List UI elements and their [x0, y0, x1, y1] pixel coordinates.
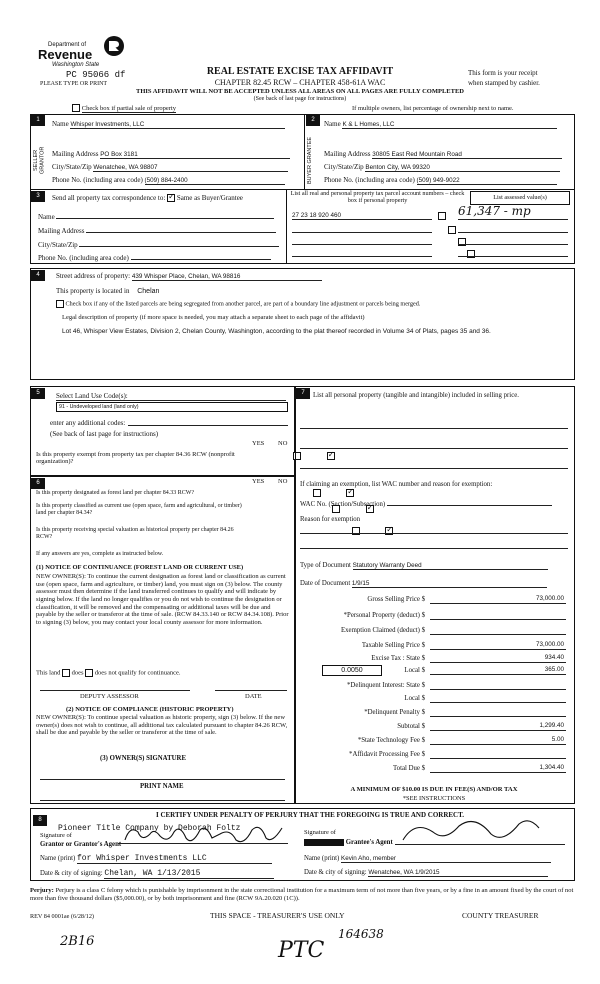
parcel-divider-v — [286, 189, 287, 264]
grantor-print-label: Name (print) — [40, 855, 76, 862]
grantor-date-row — [40, 869, 274, 879]
sec6-yes-header: YES — [252, 478, 265, 485]
continuance-row — [36, 669, 181, 677]
personal-property-line-3[interactable] — [300, 465, 568, 469]
street-row — [56, 272, 322, 281]
grantor-date-label: Date & city of signing: — [40, 870, 103, 877]
doc-type[interactable]: Statutory Warranty Deed — [353, 562, 548, 570]
exemption-reason-line-1[interactable] — [300, 530, 568, 534]
street-address[interactable]: 439 Whisper Place, Chelan, WA 98816 — [132, 273, 322, 281]
seller-phone[interactable]: (509) 884-2400 — [145, 177, 285, 185]
grantee-sig-label-2-row — [304, 839, 393, 847]
historic-question: Is this property receiving special valuation as historical property per chapter 84.26 RCW? — [36, 527, 234, 540]
taxable-value: 73,000.00 — [535, 641, 564, 648]
notice2-body: NEW OWNER(S): To continue special valuation as historic property, sign (3) below. If the new owner(s) does not wish to continue, all additional tax calculated pursuant to chapter 84.26 RCW, shall be due and payable by the seller or transferor at the time of sale. — [36, 714, 288, 737]
section-1-number: 1 — [31, 115, 45, 126]
buyer-phone[interactable]: (509) 949-9022 — [417, 177, 557, 185]
grantee-signature[interactable] — [395, 814, 545, 854]
same-as-buyer-checkbox[interactable] — [167, 194, 175, 202]
current-use-question: Is this property classified as current use (open space, farm and agricultural, or timber) land per chapter 84.34? — [36, 503, 242, 516]
section-8-number: 8 — [33, 815, 47, 826]
segregated-checkbox[interactable] — [56, 300, 64, 308]
exemption-deduct-label: Exemption Claimed (deduct) $ — [341, 627, 425, 634]
tax-city-row — [38, 240, 279, 249]
additional-codes-label: enter any additional codes: — [50, 419, 126, 427]
seller-city-row — [52, 163, 288, 172]
forest-question: Is this property designated as forest land per chapter 84.33 RCW? — [36, 490, 195, 496]
dept-line: Department of — [48, 42, 87, 48]
delinquent-penalty-field[interactable] — [430, 709, 566, 717]
parcel-number-3[interactable] — [292, 238, 432, 245]
dept-state: Washington State — [52, 62, 100, 68]
tax-phone-row — [38, 253, 271, 262]
seller-side-label: SELLER GRANTOR — [33, 146, 46, 174]
exemption-reason-line-2[interactable] — [300, 545, 568, 549]
grantee-print-label: Name (print) — [304, 855, 340, 862]
seller-name-row — [52, 120, 297, 129]
buyer-name-row — [324, 120, 557, 129]
buyer-phone-label: Phone No. (including area code) — [324, 176, 415, 184]
revenue-logo-mark-icon — [102, 34, 126, 58]
revision-code: REV 84 0001ae (6/28/12) — [30, 913, 94, 920]
seller-phone-label: Phone No. (including area code) — [52, 176, 143, 184]
grantee-print-name[interactable]: Kevin Aho, member — [341, 855, 551, 863]
perjury-text: Perjury is a class C felony which is punishable by imprisonment in the state correctional institution for a maximum term of not more than five years, or by a fine in an amount fixed by the court of not more than five thousand dollars ($5,000.00), or by both imprisonment and fine (RCW 9A.20.020 (1C)). — [30, 887, 574, 903]
delinquent-local-label: Local $ — [404, 695, 425, 702]
located-label: This property is located in — [56, 287, 130, 295]
total-due-label: Total Due $ — [393, 765, 425, 772]
local-tax-field[interactable] — [430, 667, 566, 675]
gross-value: 73,000.00 — [535, 595, 564, 602]
handwritten-note-2: PTC — [278, 938, 325, 963]
deputy-date-label: DATE — [245, 693, 262, 700]
doc-type-label: Type of Document — [300, 562, 351, 569]
assessed-header: List assessed value(s) — [493, 194, 547, 201]
section-5-number: 5 — [31, 388, 45, 399]
tech-fee-value: 5.00 — [551, 736, 564, 743]
gross-label: Gross Selling Price $ — [367, 596, 425, 603]
see-instructions-note: *SEE INSTRUCTIONS — [402, 795, 466, 802]
seller-mail-label: Mailing Address — [52, 150, 99, 158]
local-tax-value: 365.00 — [544, 666, 564, 673]
wac-number-row — [300, 499, 552, 509]
buyer-mail-row — [324, 150, 562, 159]
personal-deduct-field[interactable] — [430, 612, 566, 620]
partial-sale-row — [72, 104, 176, 112]
tech-fee-label: *State Technology Fee $ — [357, 737, 425, 744]
correspondence-label: Send all property tax correspondence to: — [52, 194, 166, 202]
seller-city-label: City/State/Zip — [52, 163, 92, 171]
notice2-title: (2) NOTICE OF COMPLIANCE (HISTORIC PROPERTY) — [66, 706, 234, 713]
dept-name: Revenue — [38, 47, 93, 62]
exempt-question: Is this property exempt from property tax per chapter 84.36 RCW (nonprofit organization)? — [36, 451, 235, 466]
land-does-checkbox[interactable] — [62, 669, 70, 677]
segregated-row — [56, 300, 566, 308]
section-2-number: 2 — [306, 115, 320, 126]
deputy-assessor-line[interactable] — [40, 685, 190, 691]
tax-phone-label: Phone No. (including area code) — [38, 254, 129, 262]
grantor-print-name[interactable]: for Whisper Investments LLC — [77, 854, 272, 864]
seller-mail[interactable]: PO Box 3181 — [100, 151, 290, 159]
same-as-buyer-label: Same as Buyer/Grantee — [176, 194, 243, 202]
tax-mail-row — [38, 226, 276, 235]
parcel-number-1[interactable]: 27 23 18 920 460 — [292, 212, 432, 220]
tax-city-field[interactable] — [79, 240, 279, 247]
tax-mail-label: Mailing Address — [38, 227, 85, 235]
buyer-name-label: Name — [324, 120, 341, 128]
buyer-phone-row — [324, 176, 557, 185]
minimum-due-note: A MINIMUM OF $10.00 IS DUE IN FEE(S) AND/OR TAX — [350, 786, 518, 793]
form-subtitle: CHAPTER 82.45 RCW – CHAPTER 458-61A WAC — [214, 78, 386, 87]
print-name-line[interactable] — [40, 797, 285, 801]
sec5-yes-header: YES — [252, 440, 265, 447]
grantor-date-city[interactable]: Chelan, WA 1/13/2015 — [104, 869, 274, 879]
buyer-mail[interactable]: 30805 East Red Mountain Road — [372, 151, 562, 159]
receipt-note-2: when stamped by cashier. — [468, 79, 540, 87]
notice1-title: (1) NOTICE OF CONTINUANCE (FOREST LAND OR CURRENT USE) — [36, 564, 244, 571]
handwritten-note-1: 2B16 — [60, 934, 95, 949]
grantee-sig-label-1: Signature of — [304, 829, 336, 836]
local-rate-field[interactable]: 0.0050 — [322, 665, 382, 676]
grantee-sig-label-2: Grantee's Agent — [345, 839, 393, 847]
grantee-print-row — [304, 855, 551, 863]
section-4-number: 4 — [31, 270, 45, 281]
grantor-sig-label-1: Signature of — [40, 832, 72, 839]
seller-mail-row — [52, 150, 290, 159]
doc-date-label: Date of Document — [300, 580, 351, 587]
exemption-deduct-field[interactable] — [430, 627, 566, 635]
assessed-value-3[interactable] — [458, 238, 568, 245]
deputy-assessor-label: DEPUTY ASSESSOR — [80, 693, 139, 700]
parties-divider-v — [304, 114, 305, 189]
delinquent-state-label: *Delinquent Interest: State $ — [347, 682, 425, 689]
if-yes-note: If any answers are yes, complete as instructed below. — [36, 551, 164, 557]
delinquent-state-field[interactable] — [430, 682, 566, 690]
county-treasurer-label: COUNTY TREASURER — [462, 911, 539, 920]
section-6-number: 6 — [31, 478, 45, 489]
multiple-owners-note: If multiple owners, list percentage of ownership next to name. — [352, 105, 514, 112]
affidavit-fee-label: *Affidavit Processing Fee $ — [349, 751, 425, 758]
sec5-no-header: NO — [278, 440, 288, 447]
total-due-field[interactable] — [430, 765, 566, 773]
delinquent-penalty-label: *Delinquent Penalty $ — [364, 709, 425, 716]
redaction-block — [304, 839, 344, 846]
legal-label: Legal description of property (if more space is needed, you may attach a separate sheet to each page of the affidavit) — [62, 314, 365, 321]
located-row — [56, 287, 159, 296]
personal-property-label: List all personal property (tangible and intangible) included in selling price. — [313, 392, 519, 399]
tax-name-field[interactable] — [56, 212, 274, 219]
see-back-note: (See back of last page for instructions) — [253, 96, 347, 102]
land-does-not-label: does not qualify for continuance. — [94, 669, 181, 677]
print-name-label: PRINT NAME — [140, 783, 184, 790]
tax-name-row — [38, 212, 274, 221]
grantor-signature-line — [118, 842, 288, 844]
sec6-no-header: NO — [278, 478, 288, 485]
parcel-header: List all real and personal property tax parcel account numbers – check box if personal property — [290, 190, 465, 205]
taxable-label: Taxable Selling Price $ — [361, 642, 425, 649]
partial-sale-label: Check box if partial sale of property — [81, 105, 176, 112]
state-tax-label: Excise Tax : State $ — [371, 655, 425, 662]
certify-statement: I CERTIFY UNDER PENALTY OF PERJURY THAT THE FOREGOING IS TRUE AND CORRECT. — [155, 811, 464, 819]
doc-type-row — [300, 562, 548, 570]
this-land-label: This land — [36, 669, 61, 677]
subtotal-value: 1,299.40 — [539, 722, 564, 729]
assessed-value-1[interactable]: 61,347 - mp — [458, 205, 568, 220]
grantor-print-row — [40, 854, 272, 864]
land-use-see-back: (See back of last page for instructions) — [50, 430, 159, 438]
buyer-city-row — [324, 163, 560, 172]
tax-mail-field[interactable] — [86, 226, 276, 233]
personal-deduct-label: *Personal Property (deduct) $ — [343, 612, 425, 619]
subtotal-field[interactable] — [430, 723, 566, 731]
perjury-notice — [30, 887, 575, 903]
personal-property-line-2[interactable] — [300, 445, 568, 449]
grantee-date-city[interactable]: Wenatchee, WA 1/9/2015 — [368, 869, 548, 877]
perjury-title: Perjury: — [30, 887, 54, 894]
land-use-label: Select Land Use Code(s): — [56, 392, 286, 401]
tech-fee-field[interactable] — [430, 737, 566, 745]
total-due-value: 1,304.40 — [539, 764, 564, 771]
wac-number-label: WAC No. (Section/Subsection) — [300, 501, 386, 508]
section-3-number: 3 — [31, 191, 45, 202]
parcel-2-personal-checkbox[interactable] — [448, 226, 456, 234]
receipt-note-1: This form is your receipt — [468, 69, 538, 77]
stamp-code: PC 95066 df — [66, 70, 126, 80]
buyer-mail-label: Mailing Address — [324, 150, 371, 158]
buyer-name[interactable]: K & L Homes, LLC — [342, 121, 557, 129]
land-does-label: does — [71, 669, 84, 677]
parcel-number-4[interactable] — [292, 250, 432, 257]
seller-phone-row — [52, 176, 285, 185]
grantee-date-label: Date & city of signing: — [304, 869, 367, 876]
grantee-signature-line — [395, 843, 565, 845]
seller-city[interactable]: Wenatchee, WA 98807 — [93, 164, 288, 172]
tax-name-label: Name — [38, 213, 55, 221]
wac-question: If claiming an exemption, list WAC number and reason for exemption: — [300, 481, 493, 488]
personal-property-line-1[interactable] — [300, 425, 568, 429]
taxable-field[interactable] — [430, 642, 566, 650]
doc-date-row — [300, 580, 547, 588]
buyer-city-label: City/State/Zip — [324, 163, 364, 171]
parcel-1-personal-checkbox[interactable] — [438, 212, 446, 220]
land-use-select[interactable]: 91 - Undeveloped land (land only) — [56, 402, 288, 412]
owner-signature-label: (3) OWNER(S) SIGNATURE — [100, 755, 186, 762]
partial-sale-checkbox[interactable] — [72, 104, 80, 112]
seller-name-label: Name — [52, 120, 69, 128]
assessed-value-2[interactable] — [458, 226, 568, 233]
section-4-box — [30, 268, 575, 380]
grantee-date-row — [304, 869, 548, 877]
seller-name[interactable]: Whisper Investments, LLC — [70, 121, 285, 129]
treasurer-space-label: THIS SPACE - TREASURER'S USE ONLY — [210, 911, 345, 920]
type-note: PLEASE TYPE OR PRINT — [40, 81, 108, 87]
assessed-value-4[interactable] — [458, 250, 568, 257]
tax-city-label: City/State/Zip — [38, 241, 78, 249]
legal-description[interactable]: Lot 46, Whisper View Estates, Division 2, Chelan County, Washington, according to the plat thereof recorded in Volume 34 of Plats, pages 35 and 36. — [62, 328, 491, 335]
local-tax-label: Local $ — [404, 667, 425, 674]
section-7-number: 7 — [296, 388, 310, 399]
grantor-sig-label-2: Grantor or Grantor's Agent — [40, 841, 122, 848]
correspondence-row — [52, 194, 243, 202]
located-city[interactable]: Chelan — [137, 288, 160, 295]
land-does-not-checkbox[interactable] — [85, 669, 93, 677]
grantor-agent-typed: Pioneer Title Company by Deborah Foltz — [58, 824, 241, 833]
affidavit-fee-field[interactable] — [430, 751, 566, 759]
street-label: Street address of property: — [56, 272, 131, 280]
buyer-city[interactable]: Benton City, WA 99320 — [365, 164, 560, 172]
exemption-reason-label: Reason for exemption — [300, 516, 361, 523]
doc-date[interactable]: 1/9/15 — [352, 580, 547, 588]
state-tax-value: 934.40 — [544, 654, 564, 661]
delinquent-local-field[interactable] — [430, 695, 566, 703]
handwritten-note-3: 164638 — [338, 927, 384, 941]
tax-phone-field[interactable] — [131, 253, 271, 260]
gross-field[interactable] — [430, 596, 566, 604]
wac-number-field[interactable] — [387, 499, 552, 506]
state-tax-field[interactable] — [430, 655, 566, 663]
notice1-body: NEW OWNER(S): To continue the current designation as forest land or classification as current use (open space, farm and agriculture, or timber) land, you must sign on (3) below. The county assessor must then determine if the land transferred continues to qualify and will indicate by signing below. If the land no longer qualifies or you do not wish to continue the designation or classification, it will be removed and the compensating or additional taxes will be due and payable by the seller or transferor at the time of sale. (RCW 84.33.140 or RCW 84.34.108). Prior to signing (3) below, you may contact your local county assessor for more information. — [36, 573, 289, 626]
additional-codes-field[interactable] — [128, 419, 288, 426]
form-title: REAL ESTATE EXCISE TAX AFFIDAVIT — [206, 66, 394, 77]
owner-signature-line[interactable] — [40, 774, 285, 780]
buyer-side-label: BUYER GRANTEE — [307, 136, 313, 184]
subtotal-label: Subtotal $ — [397, 723, 425, 730]
parcel-number-2[interactable] — [292, 226, 432, 233]
segregated-label: Check box if any of the listed parcels are being segregated from another parcel, are part of a boundary line adjustment or parcels being merged. — [65, 300, 421, 308]
form-warning: THIS AFFIDAVIT WILL NOT BE ACCEPTED UNLESS ALL AREAS ON ALL PAGES ARE FULLY COMPLETED — [136, 88, 464, 95]
grantor-signature[interactable] — [120, 820, 290, 850]
